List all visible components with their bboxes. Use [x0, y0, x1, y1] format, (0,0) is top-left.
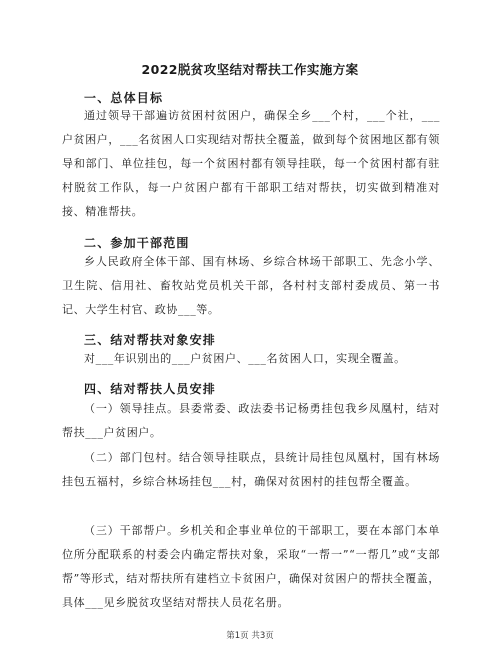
section-paragraph-goals: 通过领导干部遍访贫困村贫困户，确保全乡___个村，___个社，___户贫困户，___名贫困人口实现结对帮扶全覆盖，做到每个贫困地区都有领导和部门、单位挂包，每一个贫困村都有领导挂联，每一个贫困村都有驻村脱贫工作队，每一户贫困户都有干部职工结对帮扶，切实做到精准对接、精准帮扶。: [62, 109, 440, 218]
section-paragraph-cadre-scope: 乡人民政府全体干部、国有林场、乡综合林场干部职工、先念小学、卫生院、信用社、畜牧站党员机关干部，各村村支部村委成员、第一书记、大学生村官、政协___等。: [62, 255, 440, 316]
section-paragraph-assistance-targets: 对___年识别出的___户贫困户、___名贫困人口，实现全覆盖。: [84, 352, 406, 365]
section-heading-personnel: 四、结对帮扶人员安排: [84, 382, 217, 396]
section-paragraph-cadre-households: （三）干部帮户。乡机关和企事业单位的干部职工，要在本部门本单位所分配联系的村委会内确定帮扶对象，采取“一帮一”“一帮几”或“支部帮”等形式，结对帮扶所有建档立卡贫困户，确保对贫困户的帮扶全覆盖，具体___见乡脱贫攻坚结对帮扶人员花名册。: [62, 524, 440, 609]
document-title: 2022脱贫攻坚结对帮扶工作实施方案: [141, 62, 359, 77]
page-number: 第1页 共3页: [226, 631, 274, 641]
section-heading-goals: 一、总体目标: [84, 91, 164, 105]
section-heading-assistance-targets: 三、结对帮扶对象安排: [84, 333, 217, 347]
section-paragraph-department-villages: （二）部门包村。结合领导挂联点，县统计局挂包凤凰村，国有林场挂包五福村，乡综合林场挂包___村，确保对贫困村的挂包帮全覆盖。: [62, 451, 440, 488]
section-paragraph-leader-posts: （一）领导挂点。县委常委、政法委书记杨勇挂包我乡凤凰村，结对帮扶___户贫困户。: [62, 402, 440, 439]
section-heading-cadre-scope: 二、参加干部范围: [84, 236, 190, 250]
